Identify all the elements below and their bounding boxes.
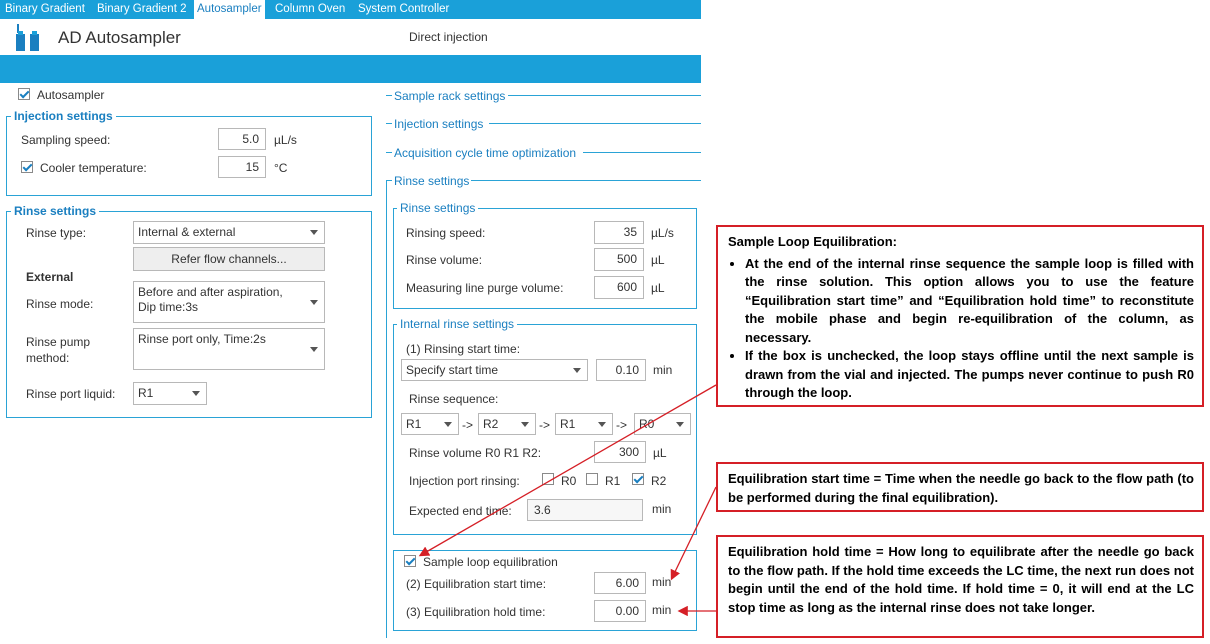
- rinse-volume-r0-r1-r2-unit: µL: [653, 446, 667, 460]
- purge-volume-label: Measuring line purge volume:: [406, 281, 564, 295]
- rinsing-start-mode-value: Specify start time: [406, 363, 499, 377]
- rinse-volume-input[interactable]: 500: [594, 248, 644, 271]
- tab-binary-gradient[interactable]: Binary Gradient: [5, 3, 85, 15]
- injection-port-rinsing-label: Injection port rinsing:: [409, 474, 520, 488]
- rinse-sequence-label: Rinse sequence:: [409, 392, 499, 406]
- expected-end-time-unit: min: [652, 502, 672, 516]
- sampling-speed-label: Sampling speed:: [21, 133, 111, 147]
- rinse-type-label: Rinse type:: [26, 226, 87, 240]
- tab-binary-gradient-2[interactable]: Binary Gradient 2: [97, 3, 187, 15]
- acquisition-cycle-section[interactable]: Acquisition cycle time optimization: [394, 146, 577, 160]
- app-title: AD Autosampler: [58, 28, 181, 47]
- callout-bullet: • At the end of the internal rinse sequence the sample loop is filled with the rinse solution. This option allows you to use the feature “Equilibration start time” and “Equilibration hold time” to reconstitute the mobile phase and begin re-equilibration of the column, as necessary.: [745, 255, 1194, 348]
- rinse-volume-label: Rinse volume:: [406, 253, 483, 267]
- equilibration-hold-time-input[interactable]: 0.00: [594, 600, 646, 622]
- cooler-temperature-unit: °C: [274, 161, 288, 175]
- rinse-mode-label: Rinse mode:: [26, 297, 94, 311]
- sample-loop-equilibration-label: Sample loop equilibration: [423, 555, 558, 569]
- autosampler-label: Autosampler: [37, 88, 105, 102]
- rinse-pump-method-label: Rinse pump method:: [26, 335, 91, 365]
- internal-rinse-title: Internal rinse settings: [397, 317, 517, 331]
- rinse-inner-title: Rinse settings: [397, 201, 478, 215]
- rinse-type-value: Internal & external: [138, 225, 236, 239]
- rinsing-speed-input[interactable]: 35: [594, 221, 644, 244]
- injection-settings-section[interactable]: Injection settings: [394, 117, 484, 131]
- rinsing-start-time-unit: min: [653, 363, 673, 377]
- rinse-volume-r0-r1-r2-label: Rinse volume R0 R1 R2:: [409, 446, 542, 460]
- cooler-temperature-label: Cooler temperature:: [40, 161, 147, 175]
- port-rinsing-r2-label: R2: [651, 474, 667, 488]
- port-rinsing-r0-label: R0: [561, 474, 577, 488]
- equilibration-hold-time-unit: min: [652, 603, 672, 617]
- rinsing-start-time-label: (1) Rinsing start time:: [406, 342, 521, 356]
- rinse-sequence-step-value: R1: [406, 417, 422, 431]
- cooler-temperature-input[interactable]: 15: [218, 156, 266, 178]
- arrow-to-equilibration-checkbox: [421, 385, 716, 555]
- tab-system-controller[interactable]: System Controller: [358, 3, 450, 15]
- purge-volume-unit: µL: [651, 281, 665, 295]
- arrow-to-start-time: [672, 487, 716, 578]
- rinse-mode-value: Before and after aspiration, Dip time:3s: [138, 285, 283, 314]
- rinse-sequence-step-value: R1: [560, 417, 576, 431]
- equilibration-start-time-label: (2) Equilibration start time:: [406, 577, 547, 591]
- sequence-arrow: ->: [539, 418, 551, 432]
- rinse-volume-r0-r1-r2-input[interactable]: 300: [594, 441, 646, 463]
- rinse-settings-title: Rinse settings: [11, 204, 99, 218]
- rinsing-speed-unit: µL/s: [651, 226, 674, 240]
- sequence-arrow: ->: [616, 418, 628, 432]
- sample-rack-settings-section[interactable]: Sample rack settings: [394, 89, 506, 103]
- rinse-settings-section[interactable]: Rinse settings: [394, 174, 470, 188]
- callout-equilibration-hold-time: Equilibration hold time = How long to equilibrate after the needle go back to the flow path. If the hold time exceeds the LC time, the next run does not begin until the end of the hold time. If hold time = 0, it will end at the LC stop time as long as the internal rinse does not take longer.: [716, 535, 1204, 638]
- sampling-speed-unit: µL/s: [274, 133, 297, 147]
- purge-volume-input[interactable]: 600: [594, 276, 644, 299]
- tab-autosampler[interactable]: Autosampler: [194, 0, 265, 19]
- rinsing-speed-label: Rinsing speed:: [406, 226, 486, 240]
- port-rinsing-r1-label: R1: [605, 474, 621, 488]
- rinsing-start-time-input[interactable]: 0.10: [596, 359, 646, 381]
- rinse-pump-method-value: Rinse port only, Time:2s: [138, 332, 266, 346]
- callout-equilibration-start-time: Equilibration start time = Time when the needle go back to the flow path (to be performed during the final equilibration).: [716, 462, 1204, 512]
- sampling-speed-input[interactable]: 5.0: [218, 128, 266, 150]
- refer-flow-channels-button[interactable]: Refer flow channels...: [133, 247, 325, 271]
- tab-column-oven[interactable]: Column Oven: [275, 3, 346, 15]
- injection-settings-title: Injection settings: [11, 109, 116, 123]
- rinse-sequence-step-value: R0: [639, 417, 655, 431]
- rinse-sequence-step-value: R2: [483, 417, 499, 431]
- rinse-port-liquid-label: Rinse port liquid:: [26, 387, 116, 401]
- injection-mode: Direct injection: [409, 30, 488, 44]
- expected-end-time-value: 3.6: [527, 499, 643, 521]
- callout-bullet: • If the box is unchecked, the loop stays offline until the next sample is drawn from the vial and injected. The pumps never continue to push R0 through the loop.: [745, 347, 1194, 403]
- rinse-volume-unit: µL: [651, 253, 665, 267]
- expected-end-time-label: Expected end time:: [409, 504, 512, 518]
- equilibration-start-time-unit: min: [652, 575, 672, 589]
- equilibration-hold-time-label: (3) Equilibration hold time:: [406, 605, 546, 619]
- callout-title: Sample Loop Equilibration:: [728, 234, 897, 249]
- sequence-arrow: ->: [462, 418, 474, 432]
- external-heading: External: [26, 270, 74, 284]
- rinse-port-liquid-value: R1: [138, 386, 154, 400]
- equilibration-start-time-input[interactable]: 6.00: [594, 572, 646, 594]
